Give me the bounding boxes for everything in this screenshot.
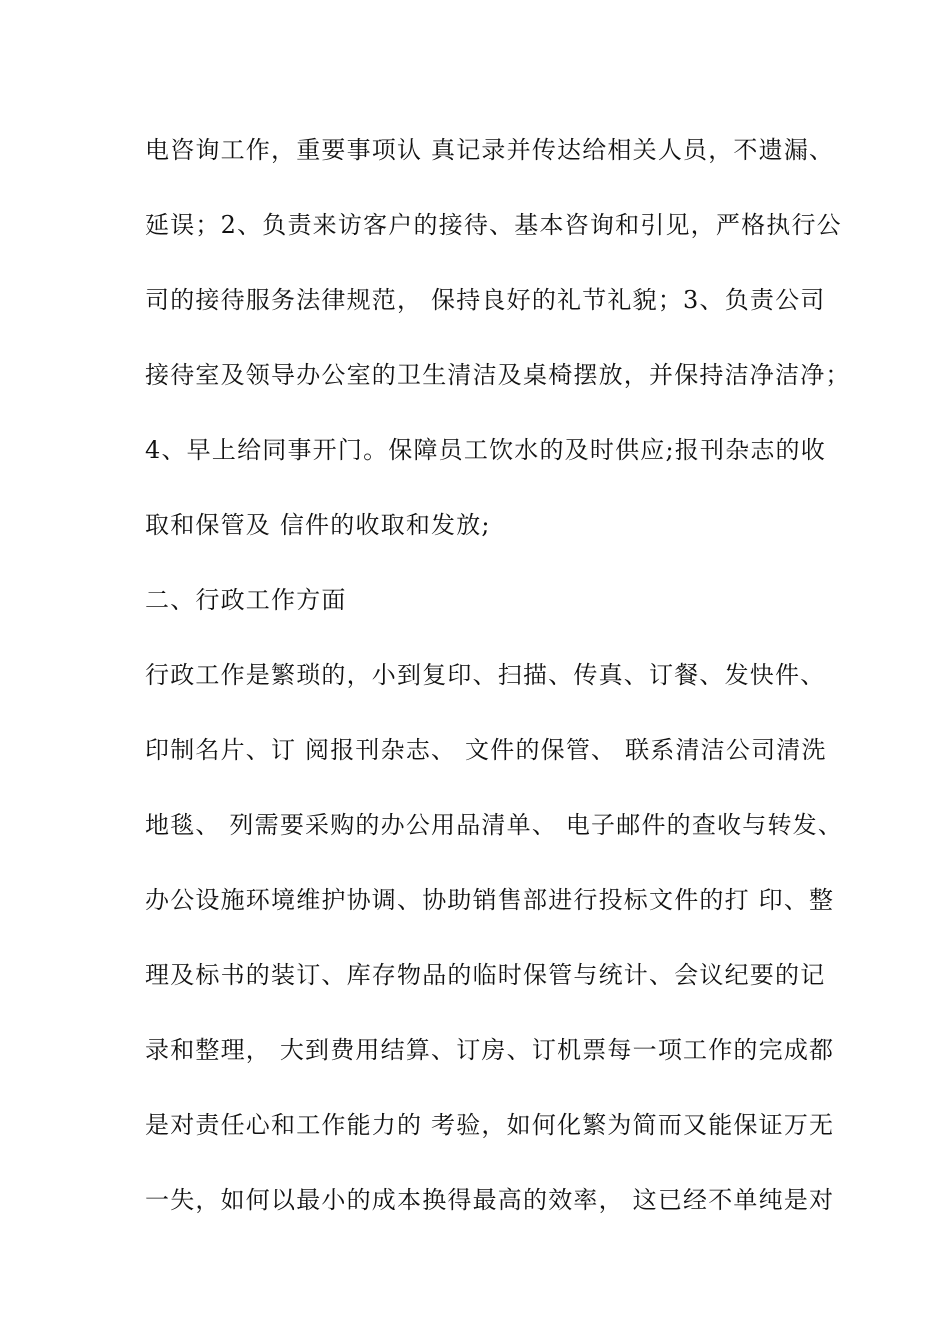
text-line: 地毯、 列需要采购的办公用品清单、 电子邮件的查收与转发、 [145, 811, 844, 839]
text-line: 录和整理， 大到费用结算、订房、订机票每一项工作的完成都 [145, 1036, 835, 1064]
text-line: 电咨询工作，重要事项认 真记录并传达给相关人员，不遗漏、 [145, 136, 835, 164]
text-line: 办公设施环境维护协调、协助销售部进行投标文件的打 印、整 [145, 886, 835, 914]
text-line: 是对责任心和工作能力的 考验，如何化繁为简而又能保证万无 [145, 1111, 835, 1139]
section-heading: 二、行政工作方面 [145, 586, 347, 614]
text-line: 司的接待服务法律规范， 保持良好的礼节礼貌；3、负责公司 [145, 286, 826, 314]
text-line: 一失，如何以最小的成本换得最高的效率， 这已经不单纯是对 [145, 1186, 835, 1214]
text-line: 取和保管及 信件的收取和发放; [145, 511, 491, 539]
text-line: 延误；2、负责来访客户的接待、基本咨询和引见，严格执行公 [145, 211, 842, 239]
text-line: 4、早上给同事开门。保障员工饮水的及时供应;报刊杂志的收 [145, 436, 826, 464]
text-line: 印制名片、订 阅报刊杂志、 文件的保管、 联系清洁公司清洗 [145, 736, 827, 764]
text-line: 接待室及领导办公室的卫生清洁及桌椅摆放，并保持洁净洁净； [145, 361, 851, 389]
text-line: 理及标书的装订、库存物品的临时保管与统计、会议纪要的记 [145, 961, 826, 989]
text-line: 行政工作是繁琐的，小到复印、扫描、传真、订餐、发快件、 [145, 661, 826, 689]
